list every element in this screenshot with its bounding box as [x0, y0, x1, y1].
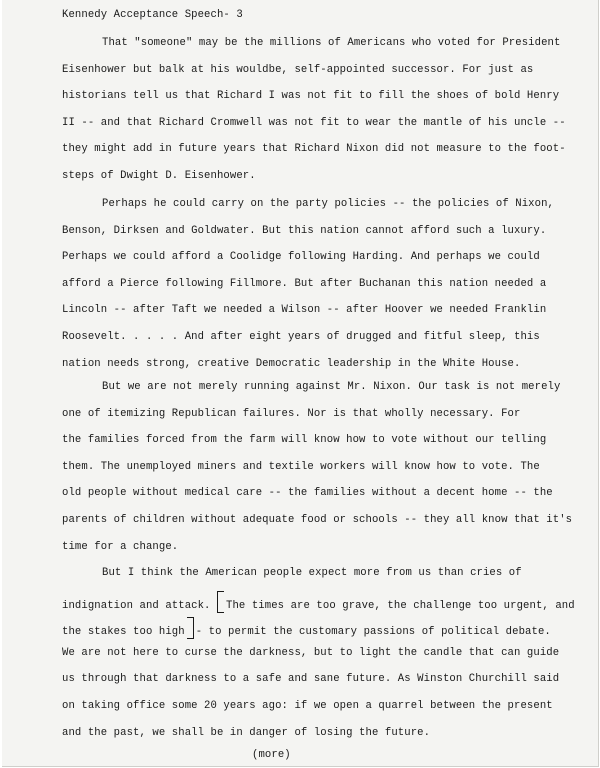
text-line-bracketed-start	[62, 591, 575, 618]
text-line: parents of children without adequate food or schools -- they all know that it's	[62, 513, 573, 526]
text-line: nation needs strong, creative Democratic leadership in the White House.	[62, 357, 521, 370]
text-line: Lincoln -- after Taft we needed a Wilson -- after Hoover we needed Franklin	[62, 304, 547, 317]
text-line: us through that darkness to a safe and sane future. As Winston Churchill said	[62, 673, 560, 686]
text-line: them. The unemployed miners and textile workers will know how to vote. The	[62, 460, 540, 473]
text-line: That "someone" may be the millions of Americans who voted for President	[102, 37, 561, 49]
text-line: Perhaps he could carry on the party policies -- the policies of Nixon,	[102, 198, 555, 210]
close-bracket-mark	[187, 617, 194, 639]
text-line: We are not here to curse the darkness, but to light the candle that can guide	[62, 646, 560, 659]
text-line: they might add in future years that Richard Nixon did not measure to the foot-	[62, 143, 566, 156]
page-header: Kennedy Acceptance Speech- 3	[62, 9, 243, 21]
paragraph-1	[62, 34, 566, 194]
open-bracket-mark	[217, 591, 224, 613]
text-line: steps of Dwight D. Eisenhower.	[62, 169, 256, 182]
text-line: II -- and that Richard Cromwell was not fit to wear the mantle of his uncle --	[62, 116, 566, 129]
text-line: Perhaps we could afford a Coolidge following Harding. And perhaps we could	[62, 251, 540, 264]
text-line: and the past, we shall be in danger of losing the future.	[62, 726, 431, 739]
text-segment: - to permit the customary passions of political debate.	[195, 626, 551, 639]
paragraph-2	[62, 195, 555, 381]
page-footer-more: (more)	[252, 749, 291, 761]
text-line: the families forced from the farm will know how to vote without our telling	[62, 434, 547, 447]
text-line: But we are not merely running against Mr. Nixon. Our task is not merely	[102, 381, 561, 393]
text-line: But I think the American people expect more from us than cries of	[102, 567, 522, 579]
text-line: Roosevelt. . . . . And after eight years of drugged and fitful sleep, this	[62, 330, 540, 343]
text-line: time for a change.	[62, 540, 179, 553]
text-line: Benson, Dirksen and Goldwater. But this nation cannot afford such a luxury.	[62, 224, 547, 237]
document-page	[2, 0, 599, 767]
text-segment: indignation and attack.	[62, 599, 211, 612]
text-segment: the stakes too high	[62, 626, 185, 639]
text-line: old people without medical care -- the families without a decent home -- the	[62, 487, 553, 500]
paragraph-3	[62, 378, 573, 564]
text-line: historians tell us that Richard I was not fit to fill the shoes of bold Henry	[62, 90, 560, 103]
text-segment: The times are too grave, the challenge too urgent, and	[226, 599, 575, 612]
paragraph-4	[62, 564, 575, 750]
text-line-bracketed-end	[62, 617, 551, 644]
text-line: Eisenhower but balk at his wouldbe, self-appointed successor. For just as	[62, 63, 534, 76]
text-line: one of itemizing Republican failures. Nor is that wholly necessary. For	[62, 407, 521, 420]
text-line: afford a Pierce following Fillmore. But after Buchanan this nation needed a	[62, 277, 547, 290]
text-line: on taking office some 20 years ago: if we open a quarrel between the present	[62, 699, 553, 712]
